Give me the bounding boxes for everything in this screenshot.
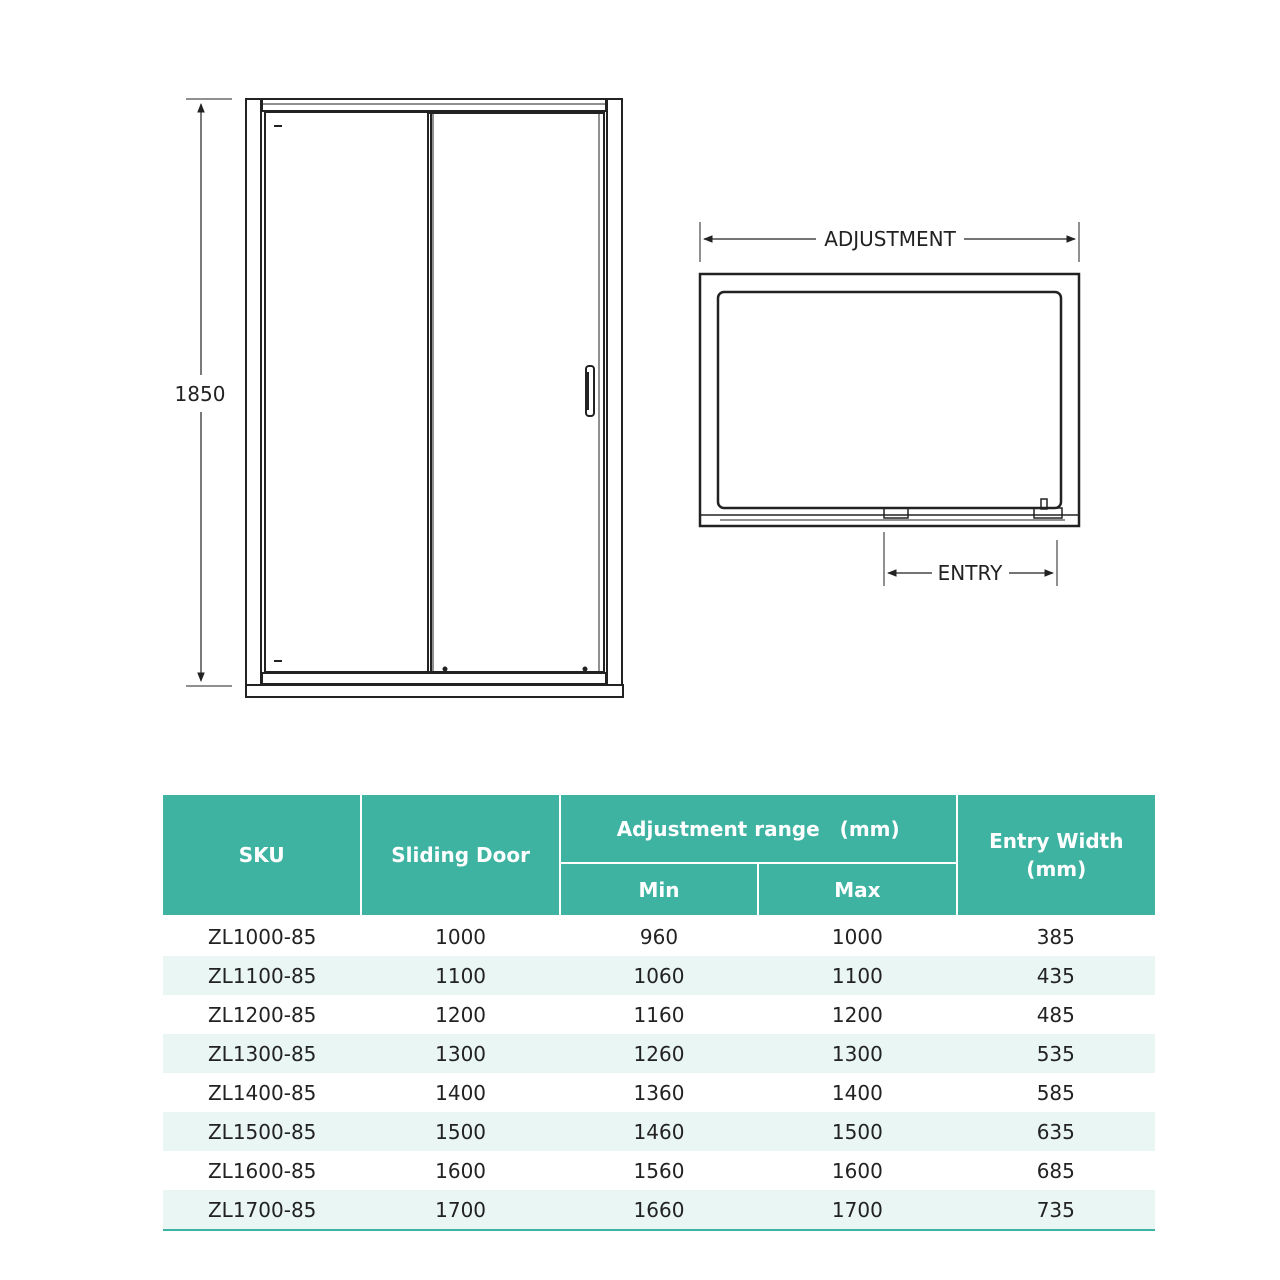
cell-entry-width: 585 [1036, 1080, 1075, 1105]
table-row [163, 995, 1155, 1034]
height-dimension [175, 99, 232, 686]
table-row [163, 956, 1155, 995]
cell-max: 1200 [831, 1002, 883, 1027]
cell-sku: ZL1500-85 [163, 1112, 361, 1151]
cell-sliding-door: 1000 [435, 924, 487, 949]
cell-max: 1700 [758, 1190, 956, 1230]
cell-entry-width: 385 [1036, 924, 1075, 949]
cell-sliding-door: 1200 [435, 1002, 487, 1027]
cell-max: 1500 [758, 1112, 956, 1151]
cell-sku: ZL1400-85 [207, 1080, 317, 1105]
adjustment-label: ADJUSTMENT [824, 227, 956, 251]
cell-sliding-door: 1600 [435, 1158, 487, 1183]
cell-sku: ZL1200-85 [207, 1002, 317, 1027]
header-min: Min [560, 863, 758, 916]
cell-max: 1100 [758, 956, 956, 995]
cell-max: 1000 [831, 924, 883, 949]
cell-min: 1460 [560, 1112, 758, 1151]
cell-max: 1300 [758, 1034, 956, 1073]
header-sku: SKU [163, 795, 361, 916]
cell-min: 960 [639, 924, 679, 949]
cell-min: 1060 [560, 956, 758, 995]
cell-sliding-door: 1100 [361, 956, 559, 995]
plan-view [700, 222, 1079, 586]
table-row [163, 916, 1155, 956]
entry-label: ENTRY [937, 561, 1003, 585]
cell-sliding-door: 1700 [361, 1190, 559, 1230]
table-body [163, 916, 1155, 1230]
cell-entry-width: 485 [1036, 1002, 1075, 1027]
cell-sku: ZL1600-85 [207, 1158, 317, 1183]
cell-max: 1600 [831, 1158, 883, 1183]
header-sliding-door: Sliding Door [361, 795, 559, 916]
table-row [163, 1073, 1155, 1112]
cell-min: 1360 [633, 1080, 685, 1105]
table-row [163, 1151, 1155, 1190]
table-row [163, 1112, 1155, 1151]
cell-max: 1400 [831, 1080, 883, 1105]
cell-sku: ZL1700-85 [163, 1190, 361, 1230]
front-elevation [246, 99, 623, 697]
cell-sliding-door: 1500 [361, 1112, 559, 1151]
cell-sliding-door: 1400 [435, 1080, 487, 1105]
cell-sliding-door: 1300 [361, 1034, 559, 1073]
cell-entry-width: 735 [957, 1190, 1155, 1230]
cell-min: 1160 [633, 1002, 685, 1027]
cell-sku: ZL1000-85 [207, 924, 317, 949]
cell-entry-width: 435 [957, 956, 1155, 995]
table-row [163, 1034, 1155, 1073]
cell-min: 1660 [560, 1190, 758, 1230]
cell-sku: ZL1100-85 [163, 956, 361, 995]
table-row [163, 1190, 1155, 1230]
height-label: 1850 [174, 382, 226, 406]
cell-entry-width: 685 [1036, 1158, 1075, 1183]
cell-sku: ZL1300-85 [163, 1034, 361, 1073]
door-handle-icon [586, 366, 594, 416]
cell-min: 1260 [560, 1034, 758, 1073]
header-entry-width: Entry Width (mm) [957, 795, 1155, 916]
header-adjustment-range: Adjustment range (mm) [560, 795, 957, 863]
header-max: Max [758, 863, 956, 916]
cell-min: 1560 [633, 1158, 685, 1183]
cell-entry-width: 535 [957, 1034, 1155, 1073]
size-table [163, 795, 1155, 1231]
cell-entry-width: 635 [957, 1112, 1155, 1151]
